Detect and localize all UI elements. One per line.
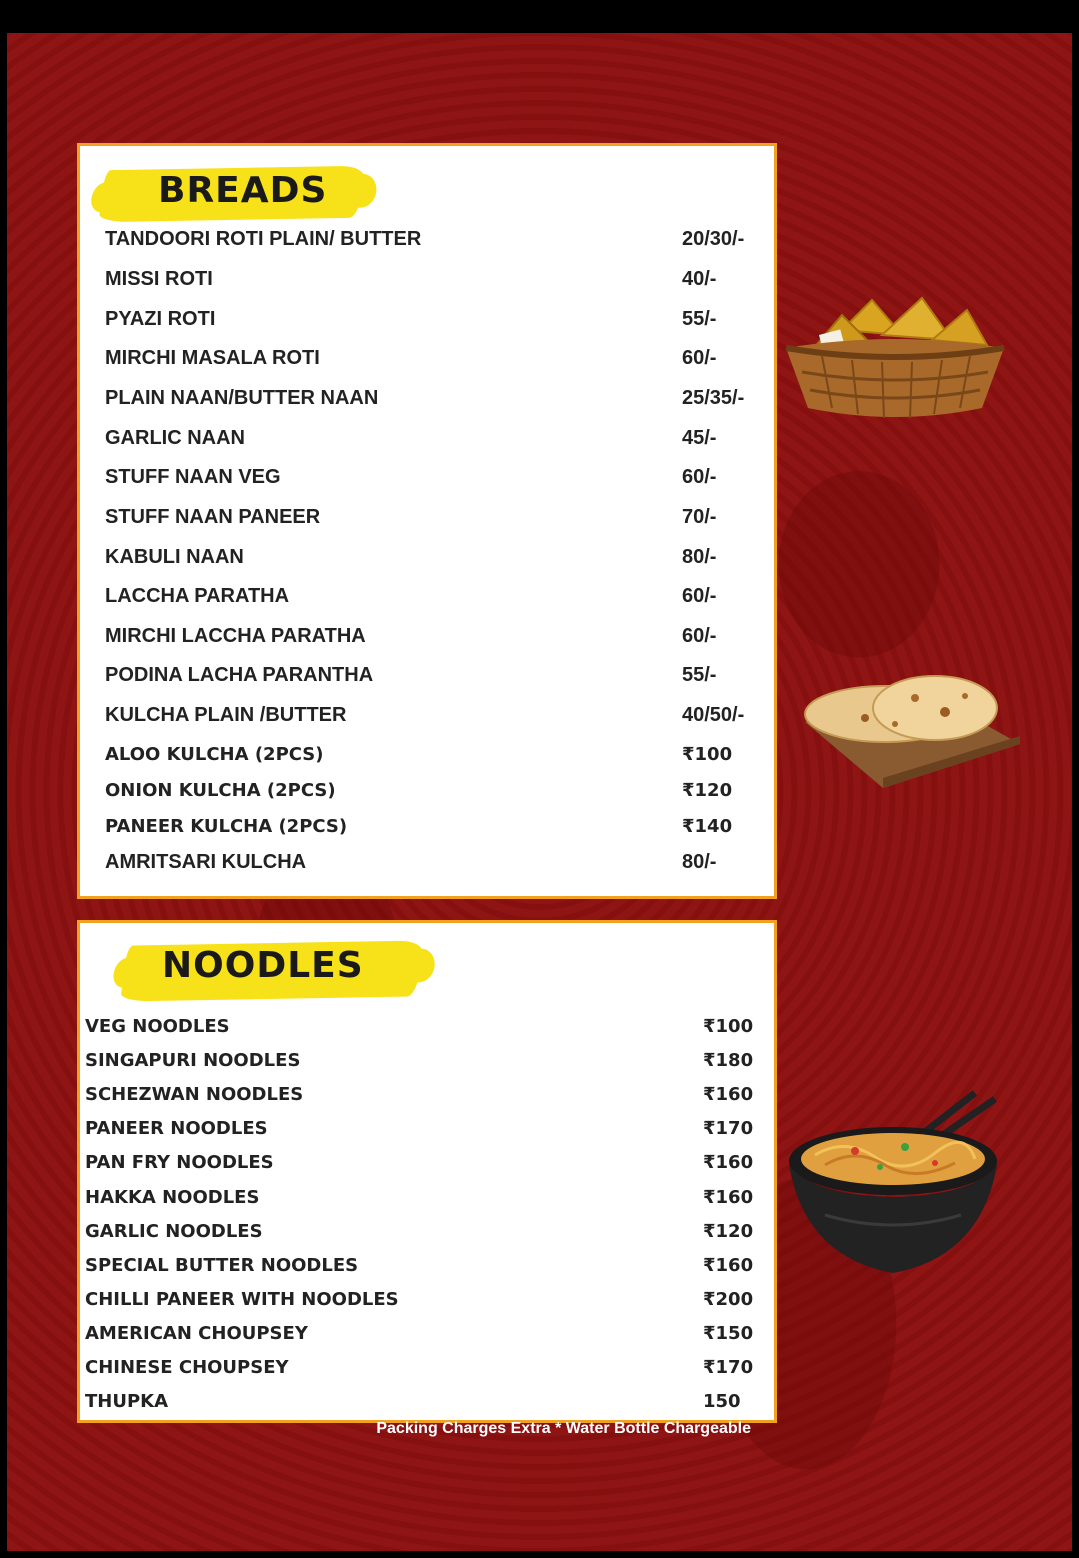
noodle-bowl-image xyxy=(785,1085,1001,1279)
menu-item xyxy=(80,387,774,417)
item-price: 80/- xyxy=(682,546,717,568)
item-name: PLAIN NAAN/BUTTER NAAN xyxy=(105,387,379,409)
item-name: STUFF NAAN VEG xyxy=(105,466,281,488)
menu-item xyxy=(80,347,774,377)
item-name: PYAZI ROTI xyxy=(105,308,216,330)
menu-item xyxy=(80,1118,774,1148)
item-price: 80/- xyxy=(682,851,717,873)
item-price: 45/- xyxy=(682,427,717,449)
item-price: ₹140 xyxy=(682,816,733,837)
item-price: ₹120 xyxy=(682,780,733,801)
menu-item xyxy=(80,585,774,615)
item-name: STUFF NAAN PANEER xyxy=(105,506,321,528)
item-name: PANEER NOODLES xyxy=(85,1118,268,1139)
item-name: CHILLI PANEER WITH NOODLES xyxy=(85,1289,399,1310)
menu-item xyxy=(80,1187,774,1217)
item-price: ₹180 xyxy=(703,1050,754,1071)
item-name: ALOO KULCHA (2PCS) xyxy=(105,744,324,765)
menu-item xyxy=(80,1016,774,1046)
item-price: 60/- xyxy=(682,347,717,369)
breads-section xyxy=(77,143,777,899)
menu-item xyxy=(80,308,774,338)
item-price: 70/- xyxy=(682,506,717,528)
menu-item xyxy=(80,546,774,576)
item-price: 150 xyxy=(703,1391,741,1412)
item-name: PODINA LACHA PARANTHA xyxy=(105,664,374,686)
item-price: ₹160 xyxy=(703,1084,754,1105)
noodles-section xyxy=(77,920,777,1423)
item-price: ₹200 xyxy=(703,1289,754,1310)
naan-board-image xyxy=(795,662,1023,790)
menu-item xyxy=(80,625,774,655)
menu-item xyxy=(80,1084,774,1114)
menu-item xyxy=(80,1289,774,1319)
menu-item xyxy=(80,851,774,881)
menu-item xyxy=(80,466,774,496)
item-price: 60/- xyxy=(682,466,717,488)
item-price: ₹150 xyxy=(703,1323,754,1344)
item-price: ₹120 xyxy=(703,1221,754,1242)
item-price: 60/- xyxy=(682,585,717,607)
menu-item xyxy=(80,427,774,457)
item-name: SCHEZWAN NOODLES xyxy=(85,1084,304,1105)
item-price: 40/50/- xyxy=(682,704,745,726)
item-name: SPECIAL BUTTER NOODLES xyxy=(85,1255,359,1276)
menu-item xyxy=(80,664,774,694)
item-price: ₹170 xyxy=(703,1118,754,1139)
menu-item xyxy=(80,506,774,536)
menu-item xyxy=(80,1323,774,1353)
item-name: MIRCHI MASALA ROTI xyxy=(105,347,320,369)
item-name: LACCHA PARATHA xyxy=(105,585,290,607)
item-name: GARLIC NOODLES xyxy=(85,1221,263,1242)
item-name: GARLIC NAAN xyxy=(105,427,245,449)
item-name: PANEER KULCHA (2PCS) xyxy=(105,816,348,837)
item-price: 20/30/- xyxy=(682,228,745,250)
item-price: 25/35/- xyxy=(682,387,745,409)
item-name: PAN FRY NOODLES xyxy=(85,1152,274,1173)
item-name: THUPKA xyxy=(85,1391,169,1412)
item-name: TANDOORI ROTI PLAIN/ BUTTER xyxy=(105,228,422,250)
item-price: ₹100 xyxy=(703,1016,754,1037)
menu-item xyxy=(80,816,774,846)
item-price: ₹170 xyxy=(703,1357,754,1378)
item-name: MISSI ROTI xyxy=(105,268,213,290)
noodles-title: NOODLES xyxy=(162,945,364,986)
item-name: KULCHA PLAIN /BUTTER xyxy=(105,704,347,726)
footer-note: Packing Charges Extra * Water Bottle Chargeable xyxy=(376,1420,751,1437)
breads-title: BREADS xyxy=(158,170,328,211)
item-price: 60/- xyxy=(682,625,717,647)
menu-item xyxy=(80,228,774,258)
menu-item xyxy=(80,744,774,774)
item-name: KABULI NAAN xyxy=(105,546,244,568)
item-price: ₹160 xyxy=(703,1255,754,1276)
item-name: VEG NOODLES xyxy=(85,1016,230,1037)
menu-item xyxy=(80,1391,774,1421)
item-price: ₹100 xyxy=(682,744,733,765)
menu-item xyxy=(80,1221,774,1251)
menu-item xyxy=(80,1152,774,1182)
item-price: 40/- xyxy=(682,268,717,290)
item-price: ₹160 xyxy=(703,1187,754,1208)
item-name: HAKKA NOODLES xyxy=(85,1187,260,1208)
item-price: ₹160 xyxy=(703,1152,754,1173)
item-price: 55/- xyxy=(682,664,717,686)
menu-item xyxy=(80,1357,774,1387)
menu-item xyxy=(80,1255,774,1285)
menu-item xyxy=(80,704,774,734)
item-price: 55/- xyxy=(682,308,717,330)
item-name: SINGAPURI NOODLES xyxy=(85,1050,301,1071)
item-name: AMERICAN CHOUPSEY xyxy=(85,1323,308,1344)
menu-item xyxy=(80,1050,774,1080)
menu-item xyxy=(80,268,774,298)
item-name: ONION KULCHA (2PCS) xyxy=(105,780,336,801)
item-name: CHINESE CHOUPSEY xyxy=(85,1357,289,1378)
menu-item xyxy=(80,780,774,810)
bread-basket-image xyxy=(782,290,1008,426)
item-name: MIRCHI LACCHA PARATHA xyxy=(105,625,366,647)
item-name: AMRITSARI KULCHA xyxy=(105,851,307,873)
